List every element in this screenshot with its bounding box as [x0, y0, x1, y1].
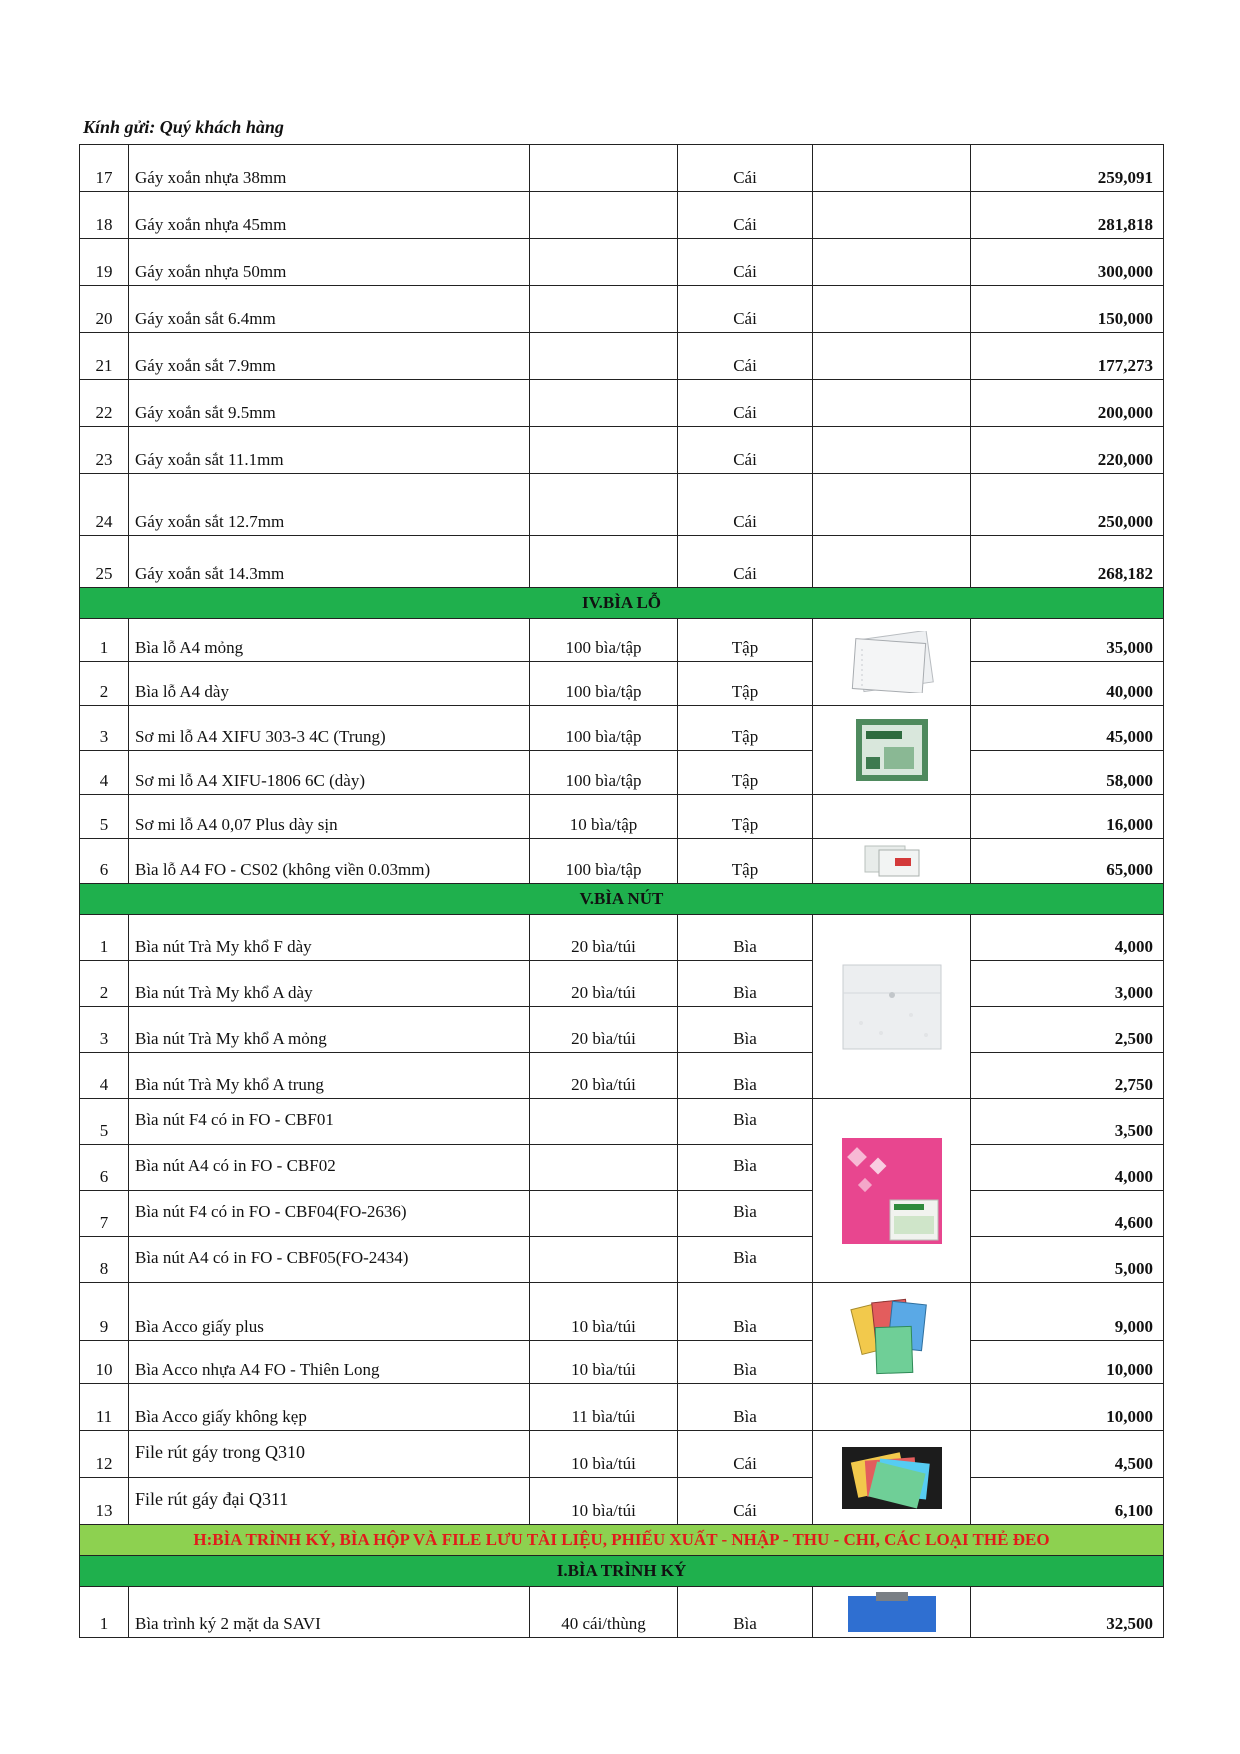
unit: Bìa — [678, 915, 813, 961]
price: 45,000 — [971, 706, 1164, 751]
product-name: File rút gáy đại Q311 — [129, 1478, 530, 1525]
price: 150,000 — [971, 286, 1164, 333]
clear-sheet-protector-image — [846, 631, 938, 693]
section-header-row — [80, 1556, 1164, 1587]
product-image-cell — [813, 1587, 971, 1638]
packing-spec: 10 bìa/túi — [530, 1341, 678, 1384]
price: 250,000 — [971, 474, 1164, 536]
price: 58,000 — [971, 751, 1164, 795]
product-image-cell — [813, 1099, 971, 1283]
price: 65,000 — [971, 839, 1164, 884]
row-number: 9 — [80, 1283, 129, 1341]
price: 35,000 — [971, 619, 1164, 662]
product-name: Sơ mi lỗ A4 XIFU 303-3 4C (Trung) — [129, 706, 530, 751]
product-name: Bìa nút Trà My khổ A trung — [129, 1053, 530, 1099]
table-row — [80, 1099, 1164, 1145]
product-name: Gáy xoắn nhựa 38mm — [129, 145, 530, 192]
product-name: Bìa nút A4 có in FO - CBF02 — [129, 1145, 530, 1191]
row-number: 1 — [80, 1587, 129, 1638]
packing-spec — [530, 1145, 678, 1191]
price: 3,000 — [971, 961, 1164, 1007]
unit: Bìa — [678, 1053, 813, 1099]
clipboard-image — [848, 1592, 936, 1632]
price: 281,818 — [971, 192, 1164, 239]
price: 4,600 — [971, 1191, 1164, 1237]
table-row — [80, 915, 1164, 961]
row-number: 25 — [80, 536, 129, 588]
price: 10,000 — [971, 1341, 1164, 1384]
row-number: 13 — [80, 1478, 129, 1525]
packing-spec: 40 cái/thùng — [530, 1587, 678, 1638]
product-name: Bìa Acco giấy không kẹp — [129, 1384, 530, 1431]
product-image-cell — [813, 1283, 971, 1384]
unit: Tập — [678, 706, 813, 751]
row-number: 6 — [80, 1145, 129, 1191]
price: 40,000 — [971, 662, 1164, 706]
unit: Bìa — [678, 1099, 813, 1145]
table-row — [80, 751, 1164, 795]
unit: Bìa — [678, 1237, 813, 1283]
packing-spec: 100 bìa/tập — [530, 706, 678, 751]
table-row — [80, 1191, 1164, 1237]
category-heading-row — [80, 1525, 1164, 1556]
image-cell — [813, 427, 971, 474]
price: 6,100 — [971, 1478, 1164, 1525]
row-number: 5 — [80, 795, 129, 839]
unit: Tập — [678, 839, 813, 884]
price: 300,000 — [971, 239, 1164, 286]
price: 177,273 — [971, 333, 1164, 380]
product-image-cell — [813, 839, 971, 884]
image-cell — [813, 286, 971, 333]
table-row — [80, 286, 1164, 333]
row-number: 20 — [80, 286, 129, 333]
packing-spec: 100 bìa/tập — [530, 751, 678, 795]
table-row — [80, 1053, 1164, 1099]
section-header-row — [80, 588, 1164, 619]
price: 220,000 — [971, 427, 1164, 474]
printed-button-folder-image — [840, 1136, 944, 1246]
unit: Bìa — [678, 1587, 813, 1638]
product-name: Gáy xoắn nhựa 45mm — [129, 192, 530, 239]
table-row — [80, 619, 1164, 662]
unit: Tập — [678, 751, 813, 795]
fo-cs02-pack-image — [861, 842, 923, 880]
product-name: Sơ mi lỗ A4 XIFU-1806 6C (dày) — [129, 751, 530, 795]
unit: Cái — [678, 1478, 813, 1525]
table-row — [80, 662, 1164, 706]
product-image-cell — [813, 1431, 971, 1525]
table-row — [80, 145, 1164, 192]
product-name: Bìa nút F4 có in FO - CBF04(FO-2636) — [129, 1191, 530, 1237]
unit: Cái — [678, 286, 813, 333]
product-name: Bìa nút A4 có in FO - CBF05(FO-2434) — [129, 1237, 530, 1283]
row-number: 6 — [80, 839, 129, 884]
packing-spec: 10 bìa/túi — [530, 1478, 678, 1525]
unit: Cái — [678, 536, 813, 588]
price: 200,000 — [971, 380, 1164, 427]
product-name: Gáy xoắn sắt 11.1mm — [129, 427, 530, 474]
table-row — [80, 1431, 1164, 1478]
section-title-iv: IV.BÌA LỖ — [80, 588, 1164, 619]
product-name: Bìa lỗ A4 mỏng — [129, 619, 530, 662]
unit: Bìa — [678, 1384, 813, 1431]
unit: Cái — [678, 333, 813, 380]
table-row — [80, 1341, 1164, 1384]
product-name: Gáy xoắn sắt 9.5mm — [129, 380, 530, 427]
table-row — [80, 333, 1164, 380]
unit: Bìa — [678, 1145, 813, 1191]
table-row — [80, 1007, 1164, 1053]
clear-bag-image — [841, 963, 943, 1051]
price: 268,182 — [971, 536, 1164, 588]
unit: Cái — [678, 1431, 813, 1478]
row-number: 2 — [80, 961, 129, 1007]
row-number: 3 — [80, 1007, 129, 1053]
price: 4,500 — [971, 1431, 1164, 1478]
unit: Bìa — [678, 1191, 813, 1237]
table-row — [80, 380, 1164, 427]
product-name: Gáy xoắn sắt 7.9mm — [129, 333, 530, 380]
row-number: 4 — [80, 1053, 129, 1099]
unit: Cái — [678, 474, 813, 536]
price: 16,000 — [971, 795, 1164, 839]
packing-spec — [530, 427, 678, 474]
price: 259,091 — [971, 145, 1164, 192]
packing-spec: 20 bìa/túi — [530, 961, 678, 1007]
row-number: 2 — [80, 662, 129, 706]
row-number: 18 — [80, 192, 129, 239]
unit: Cái — [678, 192, 813, 239]
unit: Cái — [678, 239, 813, 286]
row-number: 21 — [80, 333, 129, 380]
image-cell — [813, 145, 971, 192]
packing-spec: 100 bìa/tập — [530, 619, 678, 662]
product-name: Gáy xoắn sắt 6.4mm — [129, 286, 530, 333]
packing-spec: 20 bìa/túi — [530, 1007, 678, 1053]
image-cell — [813, 536, 971, 588]
category-heading-h: H:BÌA TRÌNH KÝ, BÌA HỘP VÀ FILE LƯU TÀI LIỆU, PHIẾU XUẤT - NHẬP - THU - CHI, CÁC LOẠI THẺ ĐEO — [80, 1525, 1164, 1556]
row-number: 11 — [80, 1384, 129, 1431]
acco-folder-image — [850, 1287, 934, 1379]
table-row — [80, 192, 1164, 239]
row-number: 7 — [80, 1191, 129, 1237]
product-name: Bìa nút Trà My khổ F dày — [129, 915, 530, 961]
packing-spec — [530, 474, 678, 536]
price: 2,500 — [971, 1007, 1164, 1053]
price: 5,000 — [971, 1237, 1164, 1283]
product-name: Bìa trình ký 2 mặt da SAVI — [129, 1587, 530, 1638]
unit: Bìa — [678, 1341, 813, 1384]
product-name: Bìa Acco nhựa A4 FO - Thiên Long — [129, 1341, 530, 1384]
row-number: 1 — [80, 915, 129, 961]
table-row — [80, 839, 1164, 884]
product-image-cell — [813, 915, 971, 1099]
table-row — [80, 474, 1164, 536]
unit: Tập — [678, 795, 813, 839]
row-number: 17 — [80, 145, 129, 192]
packing-spec: 10 bìa/túi — [530, 1283, 678, 1341]
table-row — [80, 1478, 1164, 1525]
image-cell — [813, 333, 971, 380]
packing-spec: 11 bìa/túi — [530, 1384, 678, 1431]
unit: Bìa — [678, 1007, 813, 1053]
price: 4,000 — [971, 915, 1164, 961]
product-name: File rút gáy trong Q310 — [129, 1431, 530, 1478]
table-row — [80, 427, 1164, 474]
packing-spec — [530, 1237, 678, 1283]
packing-spec — [530, 333, 678, 380]
image-cell — [813, 474, 971, 536]
packing-spec — [530, 380, 678, 427]
row-number: 23 — [80, 427, 129, 474]
row-number: 8 — [80, 1237, 129, 1283]
product-image-cell — [813, 619, 971, 706]
row-number: 3 — [80, 706, 129, 751]
price: 3,500 — [971, 1099, 1164, 1145]
product-name: Bìa lỗ A4 dày — [129, 662, 530, 706]
product-name: Gáy xoắn nhựa 50mm — [129, 239, 530, 286]
unit: Bìa — [678, 1283, 813, 1341]
image-cell — [813, 380, 971, 427]
price: 9,000 — [971, 1283, 1164, 1341]
product-name: Bìa nút F4 có in FO - CBF01 — [129, 1099, 530, 1145]
table-row — [80, 1237, 1164, 1283]
packing-spec — [530, 145, 678, 192]
section-header-row — [80, 884, 1164, 915]
packing-spec: 100 bìa/tập — [530, 662, 678, 706]
price: 4,000 — [971, 1145, 1164, 1191]
unit: Cái — [678, 380, 813, 427]
section-title-v: V.BÌA NÚT — [80, 884, 1164, 915]
row-number: 5 — [80, 1099, 129, 1145]
image-cell — [813, 795, 971, 839]
packing-spec — [530, 286, 678, 333]
image-cell — [813, 192, 971, 239]
unit: Cái — [678, 145, 813, 192]
product-name: Gáy xoắn sắt 12.7mm — [129, 474, 530, 536]
row-number: 22 — [80, 380, 129, 427]
price: 32,500 — [971, 1587, 1164, 1638]
product-image-cell — [813, 706, 971, 795]
packing-spec: 10 bìa/túi — [530, 1431, 678, 1478]
product-name: Bìa Acco giấy plus — [129, 1283, 530, 1341]
row-number: 4 — [80, 751, 129, 795]
row-number: 19 — [80, 239, 129, 286]
table-row — [80, 1283, 1164, 1341]
unit: Bìa — [678, 961, 813, 1007]
row-number: 1 — [80, 619, 129, 662]
slide-binder-file-image — [842, 1447, 942, 1509]
packing-spec: 10 bìa/tập — [530, 795, 678, 839]
unit: Tập — [678, 662, 813, 706]
table-row — [80, 1384, 1164, 1431]
unit: Cái — [678, 427, 813, 474]
table-row — [80, 795, 1164, 839]
product-name: Sơ mi lỗ A4 0,07 Plus dày sịn — [129, 795, 530, 839]
table-row — [80, 1145, 1164, 1191]
table-row — [80, 1587, 1164, 1638]
image-cell — [813, 239, 971, 286]
product-name: Bìa nút Trà My khổ A mỏng — [129, 1007, 530, 1053]
price: 2,750 — [971, 1053, 1164, 1099]
packing-spec — [530, 239, 678, 286]
xifu-sheet-pack-image — [854, 717, 930, 783]
table-row — [80, 961, 1164, 1007]
product-name: Bìa lỗ A4 FO - CS02 (không viền 0.03mm) — [129, 839, 530, 884]
row-number: 12 — [80, 1431, 129, 1478]
row-number: 24 — [80, 474, 129, 536]
price-table — [79, 144, 1164, 1638]
product-name: Bìa nút Trà My khổ A dày — [129, 961, 530, 1007]
packing-spec — [530, 1099, 678, 1145]
row-number: 10 — [80, 1341, 129, 1384]
section-title-i: I.BÌA TRÌNH KÝ — [80, 1556, 1164, 1587]
table-row — [80, 536, 1164, 588]
image-cell — [813, 1384, 971, 1431]
packing-spec — [530, 536, 678, 588]
table-row — [80, 706, 1164, 751]
unit: Tập — [678, 619, 813, 662]
packing-spec: 20 bìa/túi — [530, 1053, 678, 1099]
packing-spec: 20 bìa/túi — [530, 915, 678, 961]
packing-spec — [530, 1191, 678, 1237]
price: 10,000 — [971, 1384, 1164, 1431]
table-row — [80, 239, 1164, 286]
packing-spec: 100 bìa/tập — [530, 839, 678, 884]
product-name: Gáy xoắn sắt 14.3mm — [129, 536, 530, 588]
packing-spec — [530, 192, 678, 239]
greeting: Kính gửi: Quý khách hàng — [83, 117, 284, 137]
